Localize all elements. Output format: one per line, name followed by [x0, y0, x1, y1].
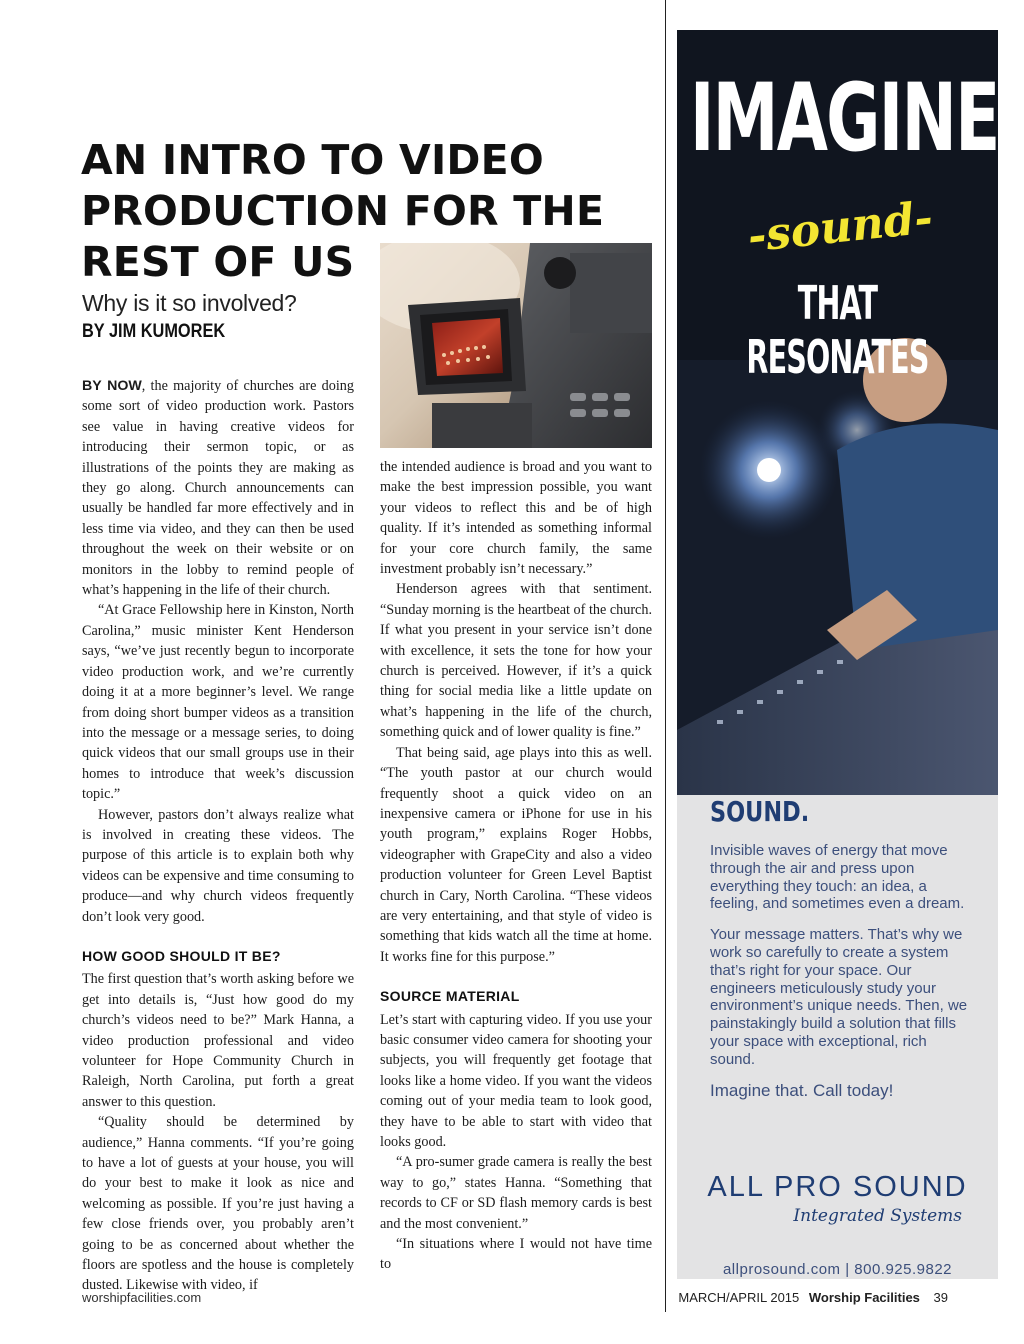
advertisement: [677, 30, 998, 1279]
paragraph: That being said, age plays into this as well. “The youth pastor at our church would frequently shoot a quick video on an inexpensive camera or iPhone for use in his youth program,” explains Roger Hobbs, videographer with GrapeCity and also a video production volunteer for Green Level Baptist church in Cary, North Carolina. “These videos are very entertaining, and that style of video is something that kids watch all the time at home. It works fine for this purpose.”: [380, 744, 652, 965]
footer-issue-info: [678, 1290, 948, 1305]
video-camera-photo: [380, 243, 652, 448]
page-divider-footer: [665, 1282, 666, 1312]
paragraph: Henderson agrees with that sentiment. “Sunday morning is the heartbeat of the church. If what you present in your service isn’t done with excellence, it sets the tone for how your church is perceived. However, if it’s a quick thing for social media like a little update on what’s happening in the life of the church, something quick and of lower quality is fine.”: [380, 581, 652, 741]
article-column-2: [380, 457, 652, 1275]
page-number: 39: [933, 1290, 948, 1305]
article-title-line: REST OF US: [81, 238, 355, 286]
paragraph: “Quality should be determined by audience,” Hanna comments. “If you’re going to have a lot of guests at your house, you will do your best to make it look as nice and welcoming as possible. If you’re just having a few close friends over, you probably aren’t going to be as concerned about whether the floors are spotless and the house is completely dusted. Likewise with video, if: [82, 1114, 354, 1294]
footer-issue: MARCH/APRIL 2015: [678, 1290, 800, 1305]
article-column-1: [82, 376, 354, 1296]
paragraph: “In situations where I would not have time to: [380, 1236, 652, 1273]
paragraph: Let’s start with capturing video. If you use your basic consumer video camera for shooting your subjects, you will frequently get footage that looks like a home video. If you want the videos coming out of your media team to look good, they have to be able to start with video that looks good.: [380, 1011, 652, 1150]
article-title-line: PRODUCTION FOR THE: [81, 187, 605, 235]
paragraph: The first question that’s worth asking before we get into details is, “Just how good do my church’s videos need to be?” Mark Hanna, a video production professional and video volunteer for Hope Community Church in Raleigh, North Carolina, put forth a great answer to this question.: [82, 971, 354, 1110]
article-title-line: AN INTRO TO VIDEO: [81, 136, 544, 184]
ad-body: [710, 842, 975, 1112]
ad-headline-imagine: IMAGINE: [689, 63, 998, 173]
section-heading: SOURCE MATERIAL: [380, 988, 520, 1005]
ad-contact: allprosound.com | 800.925.9822: [722, 1261, 953, 1278]
ad-headline-sound: -sound-: [745, 192, 936, 263]
ad-brand-logo: ALL PRO SOUND: [707, 1171, 968, 1203]
video-camera-illustration: [380, 243, 652, 448]
article-byline: BY JIM KUMOREK: [82, 321, 226, 342]
ad-paragraph: Your message matters. That’s why we work so carefully to create a system that’s right for your space. Our engineers meticulously study your environment’s unique needs. Then, we painstakingly build a solution that fills your space with exceptional, rich sound.: [710, 926, 968, 1068]
ad-headline-resonates: THAT RESONATES: [746, 277, 929, 385]
footer-website: worshipfacilities.com: [82, 1290, 202, 1305]
paragraph-text: , the majority of churches are doing some sort of video production work. Pastors see value in having creative videos for introducing their sermon topic, or as illustrations of the points they are making as they go along. Church announcements can usually be handled far more effectively and in less time via video, and they can then be used throughout the week on their website or on monitors in the lobby to remind people of what’s happening in the life of their church.: [82, 378, 354, 599]
paragraph: the intended audience is broad and you want to make the best impression possible, you want your videos to reflect this and be of high quality. If it’s intended as something informal for your core church family, the same investment probably isn’t necessary.”: [380, 459, 652, 578]
section-heading: HOW GOOD SHOULD IT BE?: [82, 947, 281, 964]
page-divider: [665, 0, 666, 1282]
paragraph: “At Grace Fellowship here in Kinston, North Carolina,” music minister Kent Henderson says, “we’ve just recently begun to incorporate video production work, and we’re currently doing it at a more beginner’s level. We range from doing short bumper videos as a transition into the message or a message series, to doing quick videos that our small groups use in their homes to introduce that week’s discussion topic.”: [82, 602, 354, 803]
ad-brand-tagline: Integrated Systems: [793, 1206, 962, 1226]
ad-paragraph: Invisible waves of energy that move through the air and press upon everything they touch: an idea, a feeling, and sometimes even a dream.: [710, 842, 965, 913]
paragraph: “A pro-sumer grade camera is really the best way to go,” states Hanna. “Something that records to CF or SD flash memory cards is best and the most convenient.”: [380, 1154, 652, 1232]
paragraph: [82, 376, 354, 600]
footer-magazine: Worship Facilities: [808, 1290, 920, 1305]
ad-title: SOUND.: [710, 795, 810, 828]
article-subtitle: Why is it so involved?: [82, 290, 297, 316]
lead-in: BY NOW: [82, 378, 142, 394]
ad-call-to-action: Imagine that. Call today!: [710, 1080, 894, 1100]
paragraph: However, pastors don’t always realize what is involved in creating these videos. The purpose of this article is to explain both why videos can be expensive and time consuming to produce—and why church videos frequently don’t look very good.: [82, 806, 354, 925]
